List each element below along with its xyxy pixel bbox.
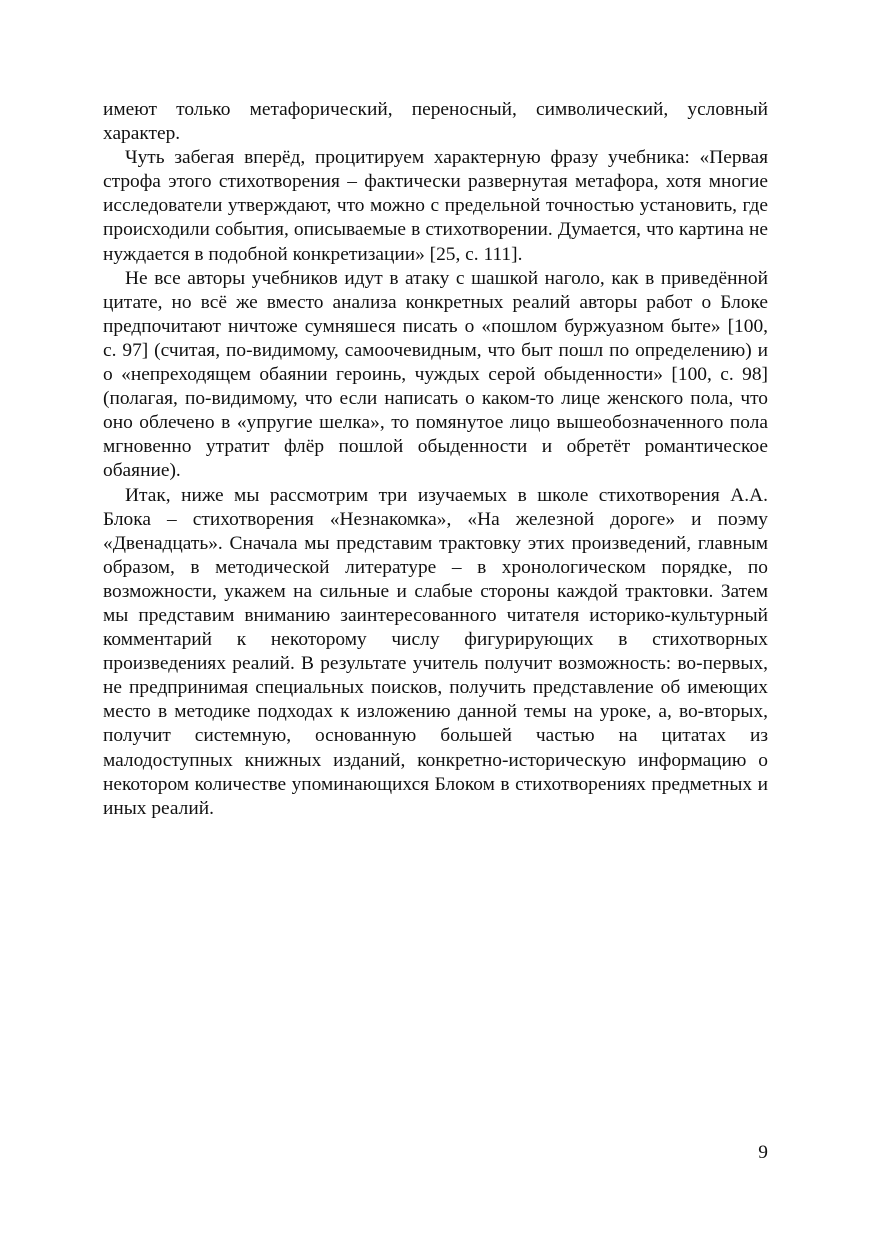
- paragraph-textbook-authors: Не все авторы учебников идут в атаку с шашкой наголо, как в приведённой цитате, но всё же вместо анализа конкретных реалий авторы работ о Блоке предпочитают ничтоже сумняшеся писать о «пошлом буржуазном быте» [100, с. 97] (считая, по-видимому, самоочевидным, что быт пошл по определению) и о «непреходящем обаянии героинь, чуждых серой обыденности» [100, с. 98] (полагая, по-видимому, что если написать о каком-то лице женского пола, что оно облечено в «упругие шелка», то помянутое лицо вышеобозначенного пола мгновенно утратит флёр пошлой обыденности и обретёт романтическое обаяние).: [103, 267, 768, 482]
- page-number: 9: [758, 1142, 768, 1163]
- body-text: [103, 98, 768, 821]
- paragraph-continuation: имеют только метафорический, переносный, символический, условный характер.: [103, 99, 768, 145]
- paragraph-textbook-quote: Чуть забегая вперёд, процитируем характерную фразу учебника: «Первая строфа этого стихотворения – фактически развернутая метафора, хотя многие исследователи утверждают, что можно с предельной точностью установить, где происходили события, описываемые в стихотворении. Думается, что картина не нуждается в подобной конкретизации» [25, с. 111].: [103, 147, 768, 265]
- paragraph-outline: Итак, ниже мы рассмотрим три изучаемых в школе стихотворения А.А. Блока – стихотворения «Незнакомка», «На железной дороге» и поэму «Двенадцать». Сначала мы представим трактовку этих произведений, главным образом, в методической литературе – в хронологическом порядке, по возможности, укажем на сильные и слабые стороны каждой трактовки. Затем мы представим вниманию заинтересованного читателя историко-культурный комментарий к некоторому числу фигурирующих в стихотворных произведениях реалий. В результате учитель получит возможность: во-первых, не предпринимая специальных поисков, получить представление об имеющих место в методике подходах к изложению данной темы на уроке, а, во-вторых, получит системную, основанную большей частью на цитатах из малодоступных книжных изданий, конкретно-историческую информацию о некотором количестве упоминающихся Блоком в стихотворениях предметных и иных реалий.: [103, 484, 768, 819]
